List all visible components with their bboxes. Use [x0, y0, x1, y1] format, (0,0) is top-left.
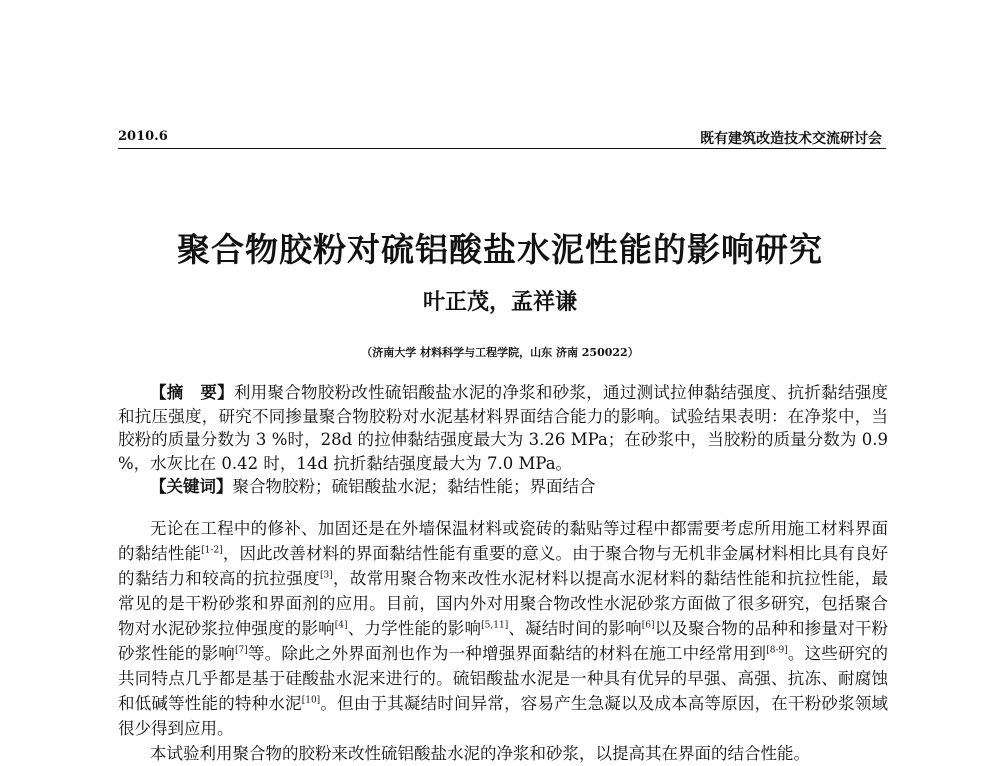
- header-conference: 既有建筑改造技术交流研讨会: [700, 131, 882, 147]
- citation-ref: [7]: [235, 645, 248, 656]
- body-text-run: 、凝结时间的影响: [508, 619, 642, 638]
- body-text-run: 、力学性能的影响: [347, 619, 482, 638]
- body-text-run: 以及聚合物的品种和掺量对干粉砂浆性能的影响: [118, 619, 889, 663]
- paper-title: 聚合物胶粉对硫铝酸盐水泥性能的影响研究: [177, 230, 823, 269]
- citation-ref: [5,11]: [481, 620, 509, 631]
- header-rule: [118, 148, 886, 149]
- body-text-run: ，故常用聚合物来改性水泥材料以提高水泥材料的黏结性能和抗拉性能，最常见的是干粉砂浆和界面剂的应用。目前，国内外对用聚合物改性水泥砂浆方面做了很多研究，包括聚合物对水泥砂浆拉伸强度的影响: [118, 569, 889, 638]
- abstract-label: 【摘 要】: [150, 383, 234, 402]
- abstract-text: 利用聚合物胶粉改性硫铝酸盐水泥的净浆和砂浆，通过测试拉伸黏结强度、抗折黏结强度和抗压强度，研究不同掺量聚合物胶粉对水泥基材料界面结合能力的影响。试验结果表明：在净浆中，当胶粉的质量分数为 3 %时，28d 的拉伸黏结强度最大为 3.26 MPa；在砂浆中，当胶粉的质量分数为 0.9 %，水灰比在 0.42 时，14d 抗折黏结强度最大为 7.0 MPa。: [118, 383, 889, 473]
- citation-ref: [1-2]: [201, 545, 223, 556]
- author-affiliation: （济南大学 材料科学与工程学院，山东 济南 250022）: [361, 346, 639, 359]
- body-text-run: 。这些研究的共同特点几乎都是基于硅酸盐水泥来进行的。硫铝酸盐水泥是一种具有优异的早强、高强、抗冻、耐腐蚀和低碱等性能的特种水泥: [118, 644, 889, 713]
- body-paragraph-2: 本试验利用聚合物的胶粉来改性硫铝酸盐水泥的净浆和砂浆，以提高其在界面的结合性能。: [150, 744, 810, 763]
- citation-ref: [3]: [319, 570, 333, 581]
- keywords-label: 【关键词】: [150, 477, 233, 496]
- abstract-paragraph: [118, 381, 888, 475]
- body-text: [118, 516, 888, 766]
- citation-ref: [6]: [641, 620, 655, 631]
- body-text-run: ，因此改善材料的界面黏结性能有重要的意义。由于聚合物与无机非金属材料相比具有良好的黏结力和较高的抗拉强度: [118, 544, 889, 588]
- keywords-paragraph: [118, 475, 888, 499]
- body-text-run: 等。除此之外界面剂也作为一种增强界面黏结的材料在施工中经常用到: [247, 644, 767, 663]
- header-date: 2010.6: [118, 129, 168, 144]
- abstract-block: [118, 381, 888, 499]
- body-text-run: 无论在工程中的修补、加固还是在外墙保温材料或瓷砖的黏贴等过程中都需要考虑所用施工材料界面的黏结性能: [118, 519, 888, 563]
- citation-ref: [8-9]: [766, 645, 788, 656]
- body-paragraph-1: [118, 516, 888, 741]
- citation-ref: [10]: [301, 695, 321, 706]
- citation-ref: [4]: [334, 620, 348, 631]
- body-text-run: 。但由于其凝结时间异常，容易产生急凝以及成本高等原因，在干粉砂浆领域很少得到应用。: [118, 694, 889, 738]
- keywords-text: 聚合物胶粉；硫铝酸盐水泥；黏结性能；界面结合: [232, 477, 596, 496]
- paper-authors: 叶正茂，孟祥谦: [422, 289, 577, 315]
